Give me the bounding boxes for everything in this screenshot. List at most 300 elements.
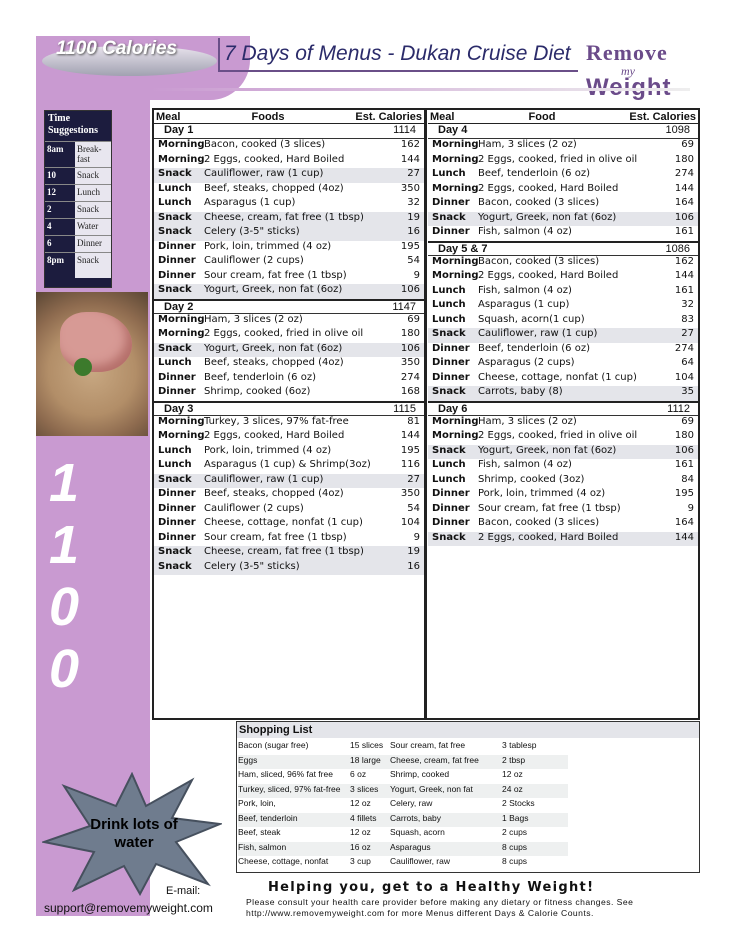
- food-calories: 54: [407, 502, 420, 514]
- menu-item: [154, 386, 424, 401]
- header-calories: Est. Calories: [355, 111, 422, 123]
- shopping-qty: 3 tablesp: [502, 740, 537, 750]
- footer-headline: Helping you, get to a Healthy Weight!: [268, 880, 595, 895]
- food-name: Shrimp, cooked (3oz): [478, 473, 585, 485]
- menu-item: [428, 343, 698, 358]
- food-calories: 64: [681, 357, 694, 368]
- day-total: 1098: [665, 124, 690, 136]
- menu-item: [154, 503, 424, 518]
- food-calories: 161: [674, 459, 694, 470]
- food-calories: 9: [413, 269, 420, 281]
- meal-type: Morning: [158, 313, 205, 325]
- food-calories: 35: [681, 386, 694, 397]
- food-name: Pork, loin, trimmed (4 oz): [204, 240, 332, 252]
- meal-type: Lunch: [432, 284, 466, 296]
- menu-item: [154, 488, 424, 503]
- time-value: 12: [47, 187, 56, 197]
- food-name: Pork, loin, trimmed (4 oz): [478, 488, 606, 499]
- shopping-row: [238, 813, 568, 828]
- shopping-item: Bacon (sugar free): [238, 740, 309, 750]
- meal-type: Snack: [158, 473, 192, 485]
- food-calories: 161: [674, 284, 694, 296]
- shopping-qty: 4 fillets: [350, 812, 377, 823]
- food-name: Beef, tenderloin (6 oz): [204, 371, 316, 383]
- time-meal: Water: [75, 219, 111, 235]
- food-calories: 195: [400, 240, 420, 252]
- food-calories: 180: [400, 328, 420, 339]
- footer-link[interactable]: http://www.removemyweight.com for more Menus different Days & Calorie Counts.: [246, 908, 594, 918]
- food-calories: 32: [407, 197, 420, 208]
- food-name: Cauliflower (2 cups): [204, 255, 304, 266]
- food-name: Cheese, cream, fat free (1 tbsp): [204, 211, 364, 223]
- food-name: Squash, acorn(1 cup): [478, 313, 585, 325]
- food-name: Fish, salmon (4 oz): [478, 284, 572, 296]
- header-foods: Foods: [251, 111, 285, 123]
- time-meal: Dinner: [75, 236, 111, 252]
- food-calories: 32: [681, 299, 694, 310]
- food-calories: 9: [687, 502, 694, 514]
- meal-type: Snack: [158, 168, 192, 179]
- day-label: Day 4: [438, 124, 468, 136]
- shopping-qty: 8 cups: [502, 856, 528, 866]
- day-header: [154, 299, 424, 314]
- food-name: Asparagus (1 cup) & Shrimp(3oz): [204, 459, 371, 470]
- day-header: [428, 124, 698, 139]
- menu-item: [428, 328, 698, 343]
- meal-type: Snack: [432, 211, 466, 223]
- time-value: 8am: [47, 144, 64, 154]
- food-calories: 164: [674, 517, 694, 528]
- menu-item: [428, 285, 698, 300]
- menu-item: [428, 212, 698, 227]
- menu-item: [428, 357, 698, 372]
- food-calories: 104: [674, 371, 694, 383]
- shopping-qty: 2 tbsp: [502, 754, 526, 765]
- meal-type: Morning: [158, 153, 205, 165]
- title-underline: [150, 88, 690, 91]
- meal-type: Lunch: [432, 299, 466, 310]
- time-row: [45, 184, 111, 201]
- food-calories: 164: [674, 197, 694, 208]
- shopping-item: Cauliflower, raw: [390, 856, 450, 866]
- food-name: Fish, salmon (4 oz): [478, 459, 572, 470]
- time-row: [45, 167, 111, 184]
- food-calories: 19: [407, 546, 420, 557]
- menu-item: [428, 270, 698, 285]
- food-name: Beef, steaks, chopped (4oz): [204, 182, 344, 194]
- meal-type: Lunch: [158, 357, 192, 368]
- shopping-item: Fish, salmon: [238, 841, 287, 852]
- shopping-item: Asparagus: [390, 841, 431, 852]
- meal-type: Lunch: [158, 459, 192, 470]
- day-label: Day 1: [164, 124, 194, 136]
- food-name: Celery (3-5" sticks): [204, 560, 300, 572]
- email-link[interactable]: support@removemyweight.com: [44, 901, 213, 915]
- day-label: Day 6: [438, 402, 468, 415]
- meal-type: Lunch: [158, 182, 192, 194]
- shopping-qty: 2 cups: [502, 827, 528, 837]
- food-name: Cheese, cottage, nonfat (1 cup): [478, 371, 637, 383]
- menu-item: [428, 154, 698, 169]
- meal-type: Morning: [432, 430, 479, 441]
- header-meal: Meal: [430, 111, 455, 123]
- menu-item: [154, 241, 424, 256]
- meal-type: Lunch: [158, 197, 192, 208]
- food-calories: 104: [400, 517, 420, 528]
- meal-type: Lunch: [432, 313, 466, 325]
- meal-type: Dinner: [432, 342, 470, 354]
- menu-item: [154, 517, 424, 532]
- meal-type: Dinner: [158, 531, 196, 543]
- big-digit: 1: [48, 453, 80, 513]
- day-total: 1147: [392, 300, 416, 313]
- menu-item: [154, 154, 424, 169]
- meal-type: Dinner: [432, 357, 470, 368]
- shopping-qty: 3 cup: [350, 856, 371, 866]
- food-calories: 274: [400, 371, 420, 383]
- shopping-qty: 1 Bags: [502, 812, 529, 823]
- time-suggestions-title: Time Suggestions: [48, 113, 99, 136]
- food-name: Cauliflower, raw (1 cup): [204, 473, 324, 485]
- shopping-item: Ham, sliced, 96% fat free: [238, 769, 333, 779]
- menu-item: [154, 255, 424, 270]
- food-calories: 350: [400, 182, 420, 194]
- shopping-item: Sour cream, fat free: [390, 740, 466, 750]
- food-calories: 19: [407, 211, 420, 223]
- day-label: Day 5 & 7: [438, 242, 488, 255]
- menu-right-column: [428, 110, 698, 546]
- page-title: 7 Days of Menus - Dukan Cruise Diet: [224, 42, 571, 65]
- footer-line: Please consult your health care provider before making any dietary or fitness changes. See: [246, 897, 634, 907]
- shopping-qty: 12 oz: [502, 769, 523, 779]
- shopping-item: Cheese, cream, fat free: [390, 754, 479, 765]
- food-name: 2 Eggs, cooked, Hard Boiled: [478, 270, 619, 281]
- shopping-item: Shrimp, cooked: [390, 769, 450, 779]
- shopping-qty: 3 slices: [350, 783, 379, 794]
- shopping-qty: 16 oz: [350, 841, 371, 852]
- day-total: 1086: [665, 242, 690, 255]
- footer-disclaimer: [246, 897, 706, 919]
- food-name: Bacon, cooked (3 slices): [478, 255, 600, 267]
- time-meal: Snack: [75, 168, 111, 184]
- meal-type: Morning: [158, 139, 205, 150]
- meal-type: Snack: [432, 444, 466, 456]
- shopping-item: Squash, acorn: [390, 827, 445, 837]
- shopping-item: Yogurt, Greek, non fat: [390, 783, 473, 794]
- meal-type: Morning: [432, 255, 479, 267]
- menu-left-column: [154, 110, 424, 575]
- menu-item: [154, 284, 424, 299]
- food-calories: 144: [674, 270, 694, 281]
- food-calories: 106: [674, 211, 694, 223]
- food-calories: 69: [681, 415, 694, 427]
- food-calories: 16: [407, 560, 420, 572]
- menu-column-divider: [424, 108, 427, 720]
- meal-type: Morning: [158, 415, 205, 427]
- time-meal: Snack: [75, 202, 111, 218]
- food-name: Cauliflower (2 cups): [204, 502, 304, 514]
- shopping-row: [238, 740, 568, 755]
- menu-item: [154, 372, 424, 387]
- time-value: 2: [47, 204, 52, 214]
- shopping-list: [238, 740, 568, 871]
- menu-item: [428, 168, 698, 183]
- food-name: Turkey, 3 slices, 97% fat-free: [204, 415, 349, 427]
- day-label: Day 2: [164, 300, 194, 313]
- food-name: Shrimp, cooked (6oz): [204, 386, 311, 397]
- menu-item: [428, 386, 698, 401]
- shopping-qty: 12 oz: [350, 798, 371, 808]
- menu-item: [154, 416, 424, 431]
- menu-item: [428, 532, 698, 547]
- food-name: Bacon, cooked (3 slices): [204, 139, 326, 150]
- food-calories: 27: [407, 473, 420, 485]
- food-name: Cauliflower, raw (1 cup): [478, 328, 598, 339]
- meal-type: Morning: [432, 153, 479, 165]
- food-calories: 144: [674, 531, 694, 543]
- food-calories: 350: [400, 488, 420, 499]
- food-name: Asparagus (1 cup): [478, 299, 570, 310]
- food-name: Pork, loin, trimmed (4 oz): [204, 444, 332, 456]
- meal-type: Dinner: [158, 269, 196, 281]
- meal-type: Dinner: [432, 226, 470, 237]
- meal-type: Morning: [158, 430, 205, 441]
- food-name: Bacon, cooked (3 slices): [478, 517, 600, 528]
- meal-type: Dinner: [432, 371, 470, 383]
- calories-badge: 1100 Calories: [56, 38, 178, 59]
- food-calories: 144: [400, 430, 420, 441]
- meal-type: Dinner: [158, 517, 196, 528]
- menu-item: [154, 474, 424, 489]
- day-header: [428, 241, 698, 256]
- drink-water-note: Drink lots of water: [90, 816, 178, 851]
- meal-type: Lunch: [432, 168, 466, 179]
- shopping-qty: 12 oz: [350, 827, 371, 837]
- food-name: Sour cream, fat free (1 tbsp): [204, 531, 347, 543]
- meal-type: Snack: [158, 560, 192, 572]
- menu-item: [428, 459, 698, 474]
- food-calories: 195: [674, 488, 694, 499]
- food-name: Ham, 3 slices (2 oz): [478, 139, 577, 150]
- menu-item: [428, 430, 698, 445]
- menu-item: [428, 445, 698, 460]
- meal-type: Dinner: [432, 517, 470, 528]
- menu-item: [154, 314, 424, 329]
- meal-type: Lunch: [432, 473, 466, 485]
- shopping-qty: 6 oz: [350, 769, 367, 779]
- food-calories: 161: [674, 226, 694, 237]
- menu-item: [428, 197, 698, 212]
- meal-type: Dinner: [158, 371, 196, 383]
- time-suggestions-table: [44, 110, 112, 288]
- food-name: Ham, 3 slices (2 oz): [478, 415, 577, 427]
- day-label: Day 3: [164, 402, 194, 415]
- food-calories: 162: [674, 255, 694, 267]
- time-row: [45, 218, 111, 235]
- table-header: [154, 110, 424, 124]
- menu-item: [428, 503, 698, 518]
- time-row: [45, 235, 111, 252]
- meal-type: Dinner: [432, 197, 470, 208]
- shopping-row: [238, 842, 568, 857]
- menu-item: [428, 139, 698, 154]
- meal-type: Snack: [432, 531, 466, 543]
- shopping-item: Pork, loin,: [238, 798, 276, 808]
- food-name: 2 Eggs, cooked, fried in olive oil: [478, 430, 638, 441]
- time-value: 6: [47, 238, 52, 248]
- food-name: Carrots, baby (8): [478, 386, 563, 397]
- menu-item: [154, 197, 424, 212]
- food-calories: 162: [400, 139, 420, 150]
- food-name: Sour cream, fat free (1 tbsp): [204, 269, 347, 281]
- shopping-row: [238, 856, 568, 871]
- food-name: Beef, tenderloin (6 oz): [478, 168, 590, 179]
- food-name: Beef, steaks, chopped (4oz): [204, 488, 344, 499]
- day-total: 1112: [667, 402, 690, 415]
- time-value: 8pm: [47, 255, 65, 265]
- menu-item: [428, 183, 698, 198]
- shopping-item: Carrots, baby: [390, 812, 442, 823]
- food-calories: 81: [407, 415, 420, 427]
- food-calories: 106: [400, 284, 420, 295]
- food-name: 2 Eggs, cooked, Hard Boiled: [204, 153, 345, 165]
- menu-item: [154, 357, 424, 372]
- meal-type: Dinner: [158, 488, 196, 499]
- food-name: Yogurt, Greek, non fat (6oz): [204, 342, 343, 354]
- menu-item: [428, 416, 698, 431]
- time-meal: Snack: [75, 253, 111, 278]
- time-meal: Break-fast: [75, 142, 111, 167]
- food-name: Beef, tenderloin (6 oz): [478, 342, 590, 354]
- day-header: [154, 401, 424, 416]
- meal-type: Morning: [432, 270, 479, 281]
- shopping-row: [238, 784, 568, 799]
- time-row: [45, 252, 111, 278]
- food-calories: 144: [400, 153, 420, 165]
- food-calories: 195: [400, 444, 420, 456]
- table-header: [428, 110, 698, 124]
- food-calories: 9: [413, 531, 420, 543]
- meal-type: Snack: [158, 546, 192, 557]
- meal-type: Snack: [158, 226, 192, 237]
- meal-type: Dinner: [158, 386, 196, 397]
- meal-type: Dinner: [158, 240, 196, 252]
- food-name: Fish, salmon (4 oz): [478, 226, 572, 237]
- food-name: 2 Eggs, cooked, fried in olive oil: [204, 328, 364, 339]
- menu-item: [428, 517, 698, 532]
- food-calories: 106: [674, 444, 694, 456]
- menu-item: [428, 372, 698, 387]
- menu-item: [154, 532, 424, 547]
- menu-item: [428, 226, 698, 241]
- shopping-row: [238, 769, 568, 784]
- time-meal: Lunch: [75, 185, 111, 201]
- food-calories: 180: [674, 153, 694, 165]
- food-calories: 106: [400, 342, 420, 354]
- menu-item: [154, 328, 424, 343]
- menu-item: [428, 256, 698, 271]
- menu-item: [154, 546, 424, 561]
- food-name: 2 Eggs, cooked, Hard Boiled: [204, 430, 345, 441]
- shopping-item: Eggs: [238, 754, 258, 765]
- food-name: 2 Eggs, cooked, fried in olive oil: [478, 153, 638, 165]
- shopping-row: [238, 755, 568, 770]
- food-calories: 83: [681, 313, 694, 325]
- shopping-qty: 24 oz: [502, 783, 523, 794]
- time-row: [45, 201, 111, 218]
- shopping-item: Celery, raw: [390, 798, 433, 808]
- food-calories: 84: [681, 473, 694, 485]
- logo-my: my: [621, 64, 635, 78]
- meal-type: Morning: [432, 415, 479, 427]
- food-name: Celery (3-5" sticks): [204, 226, 300, 237]
- shopping-item: Beef, tenderloin: [238, 812, 298, 823]
- menu-item: [154, 168, 424, 183]
- menu-item: [154, 183, 424, 198]
- meal-type: Lunch: [432, 459, 466, 470]
- big-digit: 0: [48, 577, 80, 637]
- food-name: Yogurt, Greek, non fat (6oz): [204, 284, 343, 295]
- herb-garnish-image: [74, 358, 92, 376]
- shopping-qty: 8 cups: [502, 841, 528, 852]
- food-name: Beef, steaks, chopped (4oz): [204, 357, 344, 368]
- food-calories: 168: [400, 386, 420, 397]
- shopping-item: Turkey, sliced, 97% fat-free: [238, 783, 341, 794]
- meal-type: Lunch: [158, 444, 192, 456]
- meal-type: Dinner: [158, 255, 196, 266]
- menu-item: [154, 561, 424, 576]
- menu-item: [428, 474, 698, 489]
- time-row: [45, 141, 111, 167]
- meal-type: Dinner: [158, 502, 196, 514]
- meal-type: Snack: [158, 211, 192, 223]
- shopping-qty: 18 large: [350, 754, 381, 765]
- header-calories: Est. Calories: [629, 111, 696, 123]
- food-name: Asparagus (2 cups): [478, 357, 575, 368]
- food-name: Cheese, cream, fat free (1 tbsp): [204, 546, 364, 557]
- food-name: Cheese, cottage, nonfat (1 cup): [204, 517, 363, 528]
- food-calories: 69: [681, 139, 694, 150]
- meal-type: Snack: [432, 328, 466, 339]
- header-meal: Meal: [156, 111, 181, 123]
- menu-item: [154, 226, 424, 241]
- food-calories: 274: [674, 168, 694, 179]
- shopping-qty: 15 slices: [350, 740, 384, 750]
- food-name: Cauliflower, raw (1 cup): [204, 168, 324, 179]
- time-value: 10: [47, 170, 56, 180]
- menu-item: [154, 445, 424, 460]
- food-name: Sour cream, fat free (1 tbsp): [478, 502, 621, 514]
- meal-type: Snack: [432, 386, 466, 397]
- day-header: [428, 401, 698, 416]
- food-name: Asparagus (1 cup): [204, 197, 296, 208]
- menu-item: [154, 459, 424, 474]
- day-total: 1114: [393, 124, 416, 136]
- meal-type: Morning: [432, 182, 479, 194]
- meal-type: Morning: [158, 328, 205, 339]
- day-header: [154, 124, 424, 139]
- big-digit: 1: [48, 515, 80, 575]
- shopping-list-title: Shopping List: [237, 722, 699, 738]
- food-calories: 116: [400, 459, 420, 470]
- food-calories: 69: [407, 313, 420, 325]
- food-name: Ham, 3 slices (2 oz): [204, 313, 303, 325]
- email-label: E-mail:: [166, 885, 201, 897]
- food-calories: 54: [407, 255, 420, 266]
- meal-type: Dinner: [432, 502, 470, 514]
- food-name: Yogurt, Greek, non fat (6oz): [478, 444, 617, 456]
- day-total: 1115: [393, 402, 416, 415]
